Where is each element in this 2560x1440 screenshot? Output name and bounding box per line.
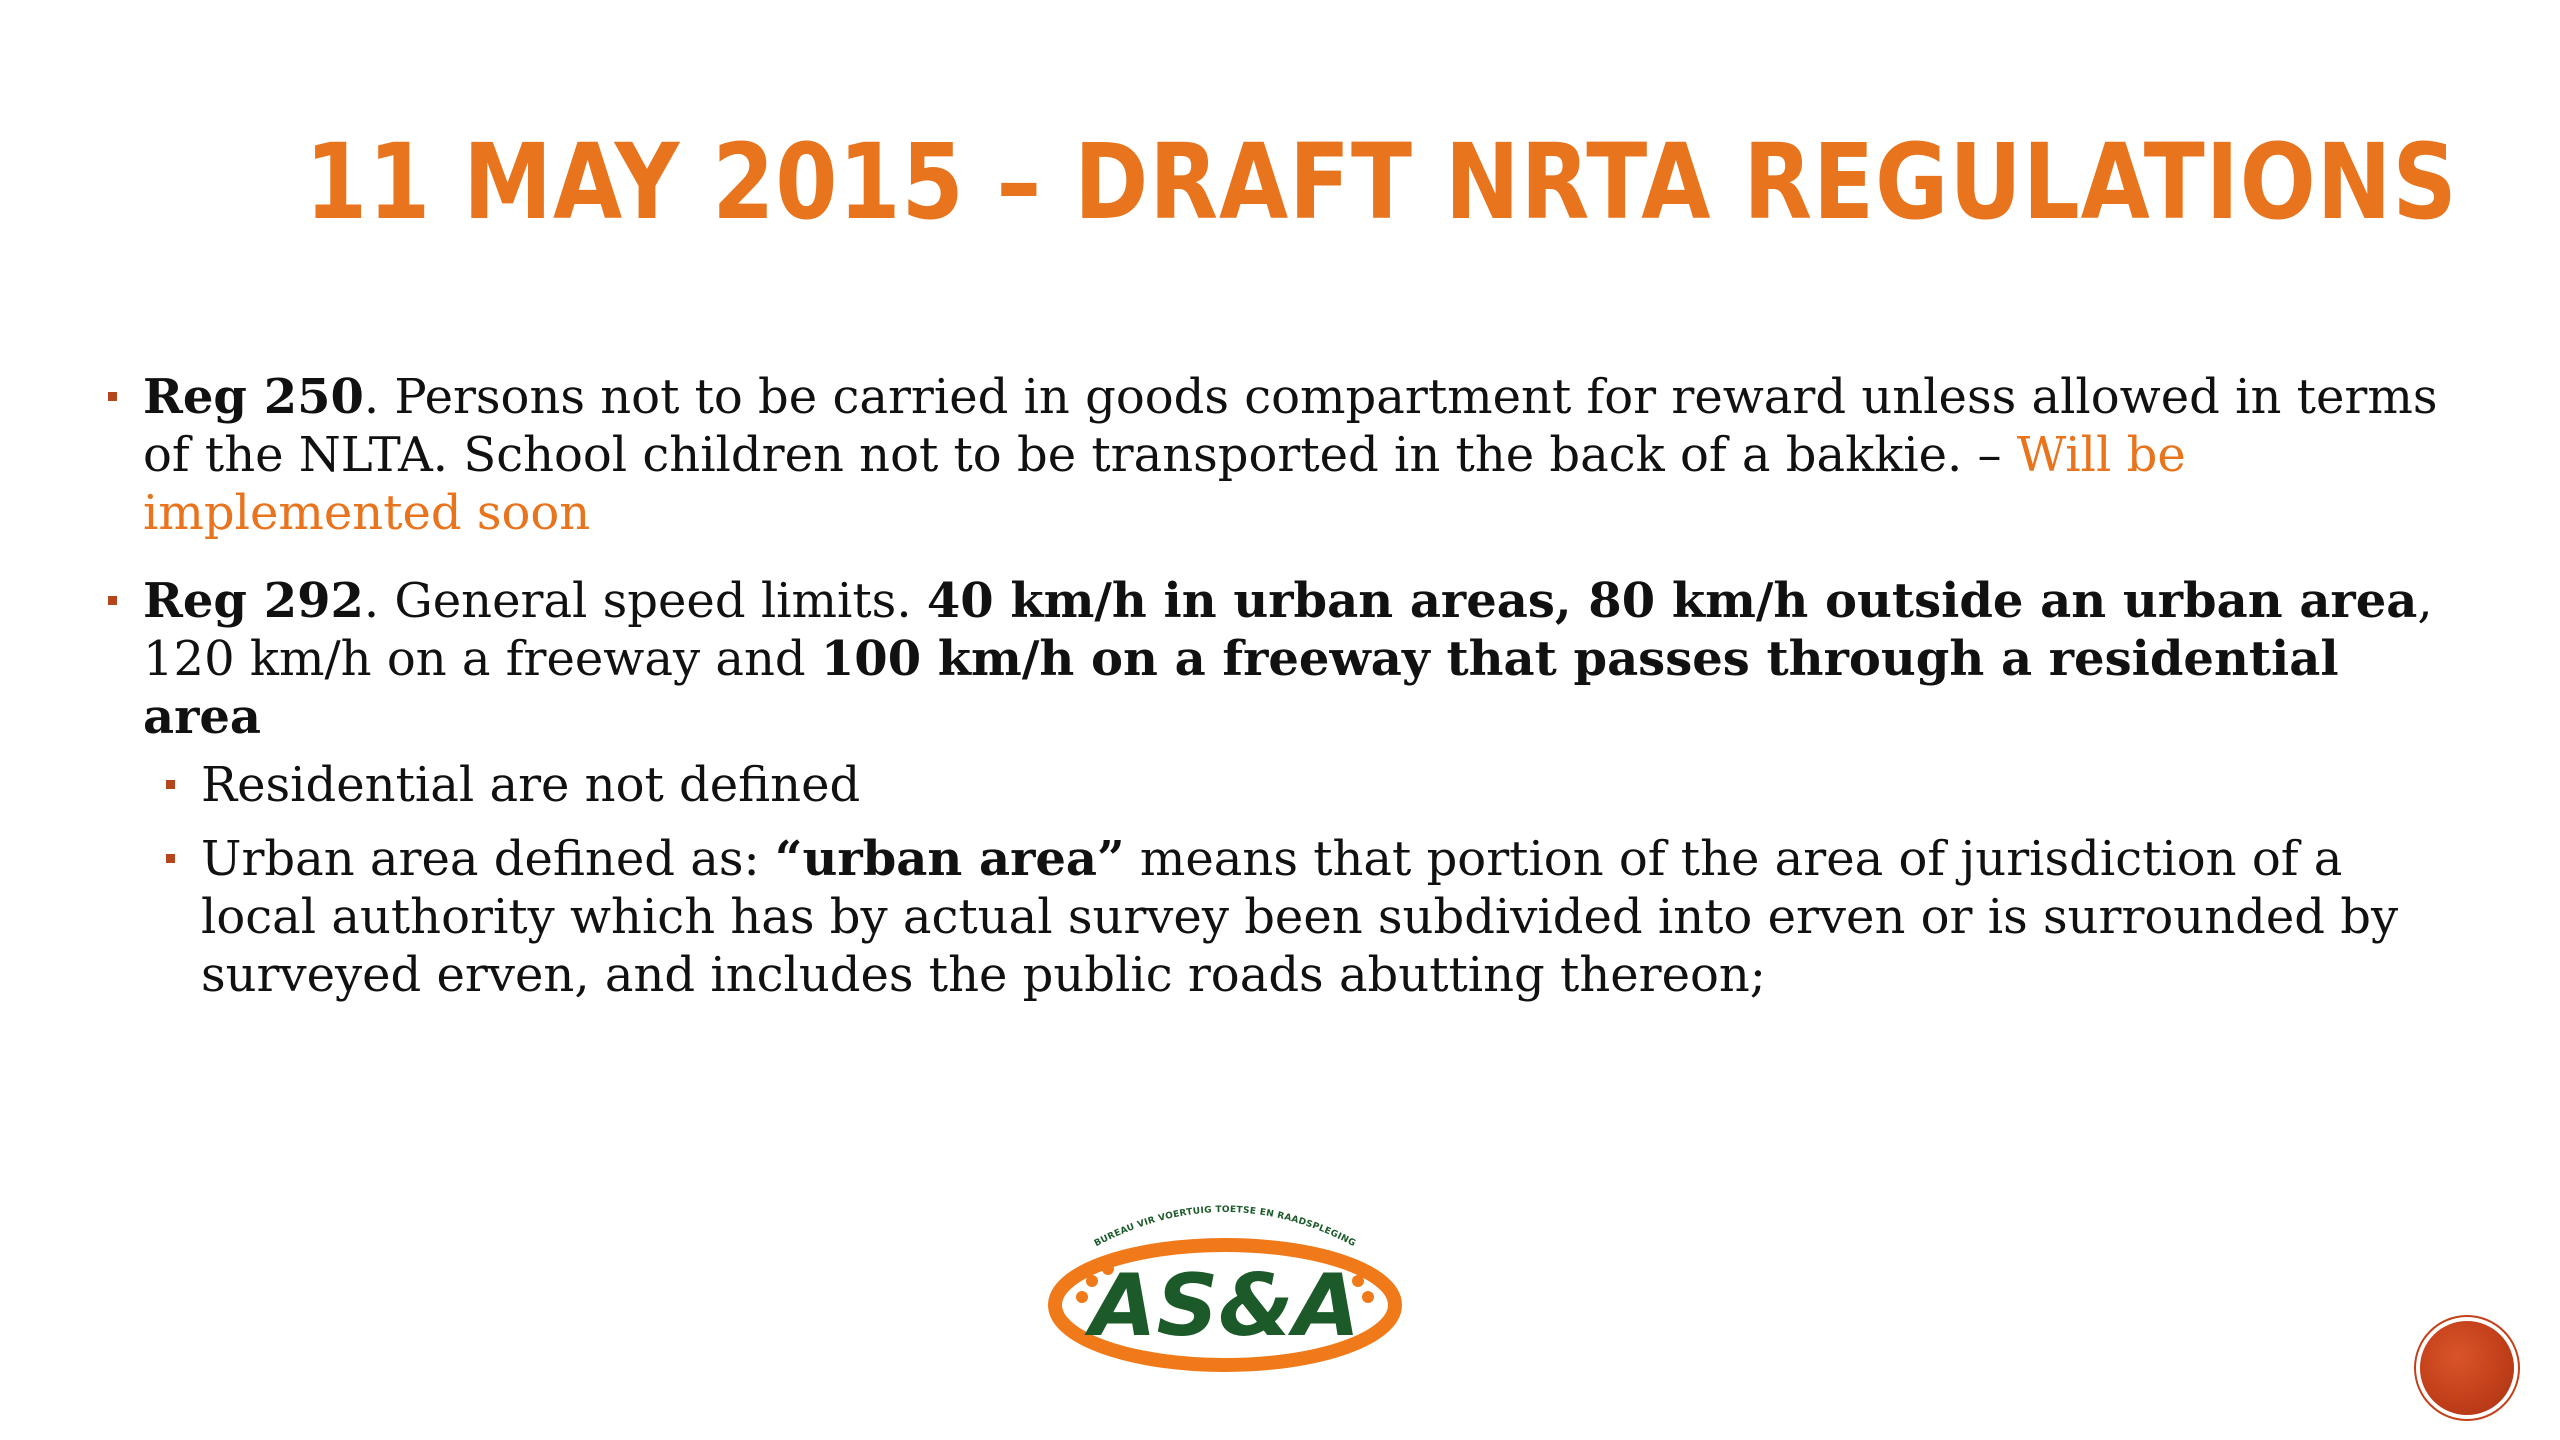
subbullet-marker <box>166 854 175 863</box>
reg-250-status: Will be implemented soon <box>143 427 2186 541</box>
urban-area-text-1: Urban area defined as: <box>201 831 775 887</box>
urban-area-term: “urban area” <box>774 831 1125 887</box>
subbullet-urban-area <box>158 830 2460 1004</box>
reg-292-text-2: , 120 km/h on a freeway and <box>143 573 2433 687</box>
subbullet-marker <box>166 780 175 789</box>
logo-arc-text: BUREAU VIR VOERTUIG TOETSE EN RAADSPLEGING <box>1092 1204 1358 1250</box>
reg-250-heading: Reg 250 <box>143 369 364 425</box>
reg-250-text: . Persons not to be carried in goods compartment for reward unless allowed in terms of the NLTA. School children not to be transported in the back of a bakkie. – <box>143 369 2438 483</box>
bullet-reg-250 <box>100 368 2460 542</box>
slide-number-badge <box>2420 1321 2514 1415</box>
asa-logo <box>1040 1185 1410 1385</box>
reg-292-bold-1: 40 km/h in urban areas, 80 km/h outside an urban area <box>926 573 2418 629</box>
reg-292-heading: Reg 292 <box>143 573 364 629</box>
urban-area-text-2: means that portion of the area of jurisdiction of a local authority which has by actual survey been subdivided into erven or is surrounded by surveyed erven, and includes the public roads abutting thereon; <box>201 831 2399 1003</box>
bullet-marker <box>108 596 117 605</box>
slide-body <box>100 368 2460 1020</box>
reg-292-bold-2: 100 km/h on a freeway that passes through a residential area <box>143 631 2339 745</box>
bullet-reg-292 <box>100 572 2460 746</box>
bullet-marker <box>108 392 117 401</box>
subbullet-residential <box>158 756 2460 814</box>
reg-292-text-1: . General speed limits. <box>363 573 927 629</box>
residential-text: Residential are not defined <box>201 757 861 813</box>
slide-title: 11 MAY 2015 – DRAFT NRTA REGULATIONS <box>305 121 2458 243</box>
logo-text: AS&A <box>1089 1256 1361 1356</box>
